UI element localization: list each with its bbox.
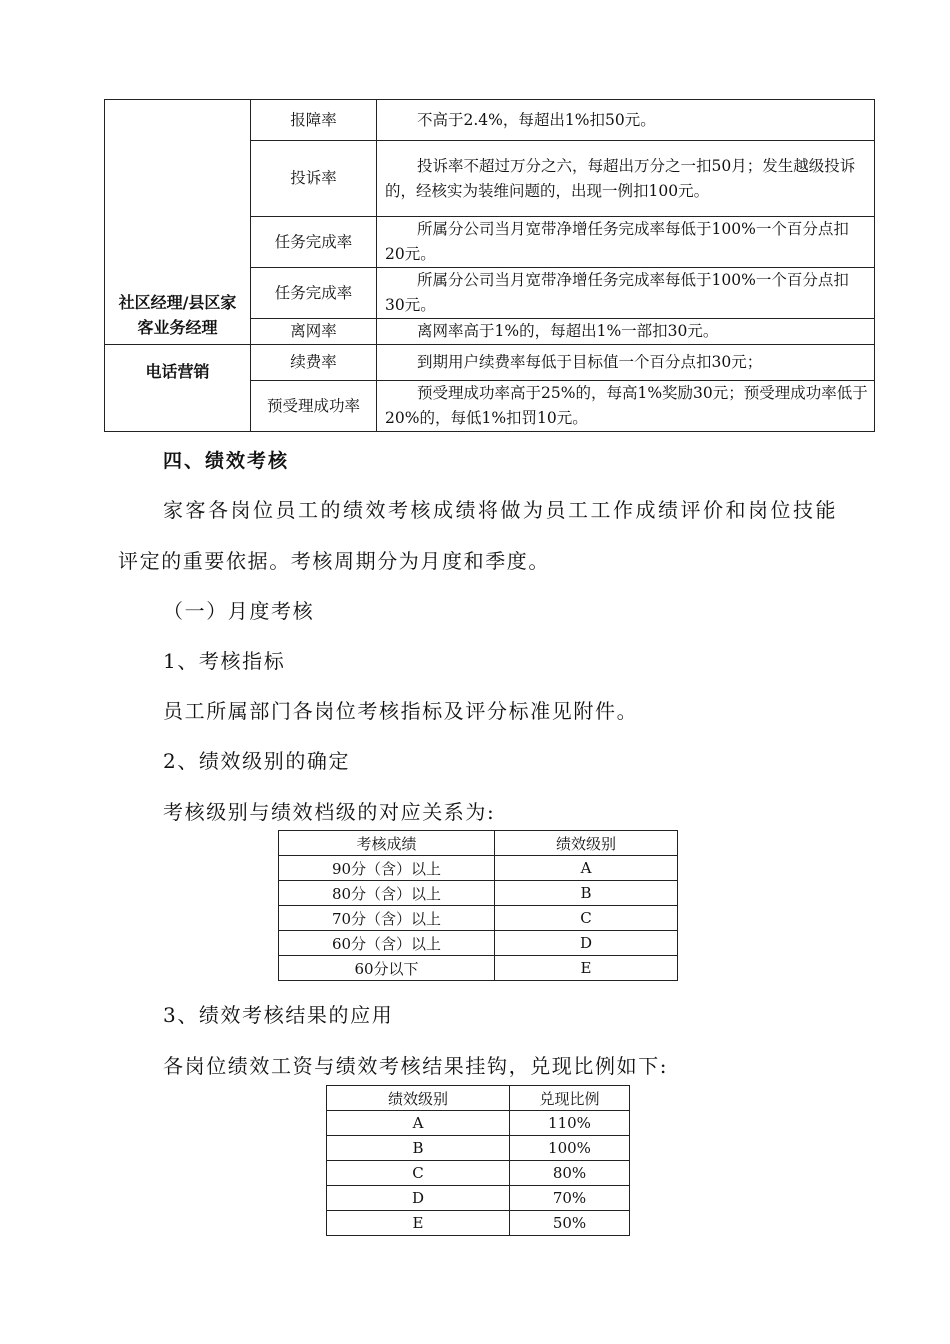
table-row xyxy=(279,956,678,981)
score-cell: 70分（含）以上 xyxy=(279,906,495,931)
ratio-cell: 70% xyxy=(510,1186,630,1211)
desc-cell: 到期用户续费率每低于目标值一个百分点扣30元； xyxy=(377,345,875,381)
table-row xyxy=(327,1186,630,1211)
table-row xyxy=(279,906,678,931)
table-row xyxy=(105,345,875,381)
role-cell-community-manager: 社区经理/县区家客业务经理 xyxy=(105,100,251,345)
column-header: 绩效级别 xyxy=(327,1086,510,1111)
item1-text: 员工所属部门各岗位考核指标及评分标准见附件。 xyxy=(163,699,639,723)
score-cell: 60分（含）以上 xyxy=(279,931,495,956)
table-header-row xyxy=(279,831,678,856)
grade-cell: C xyxy=(327,1161,510,1186)
desc-cell: 离网率高于1%的，每超出1%一部扣30元。 xyxy=(377,319,875,345)
desc-cell: 预受理成功率高于25%的，每高1%奖励30元；预受理成功率低于20%的，每低1%扣罚10元。 xyxy=(377,381,875,432)
metric-cell: 任务完成率 xyxy=(251,217,377,268)
grade-cell: A xyxy=(495,856,678,881)
metric-cell: 续费率 xyxy=(251,345,377,381)
column-header: 兑现比例 xyxy=(510,1086,630,1111)
table-row xyxy=(327,1111,630,1136)
grade-cell: D xyxy=(495,931,678,956)
desc-cell: 不高于2.4%，每超出1%扣50元。 xyxy=(377,100,875,141)
grade-cell: B xyxy=(495,881,678,906)
table-row xyxy=(279,856,678,881)
ratio-cell: 100% xyxy=(510,1136,630,1161)
metric-cell: 预受理成功率 xyxy=(251,381,377,432)
item3-title: 3、绩效考核结果的应用 xyxy=(163,1003,394,1027)
grade-cell: D xyxy=(327,1186,510,1211)
item2-title: 2、绩效级别的确定 xyxy=(163,749,351,773)
item1-title: 1、考核指标 xyxy=(163,649,286,673)
score-cell: 60分以下 xyxy=(279,956,495,981)
table-row xyxy=(105,100,875,141)
grade-cell: B xyxy=(327,1136,510,1161)
grade-cell: E xyxy=(327,1211,510,1236)
table-row xyxy=(327,1161,630,1186)
desc-cell: 所属分公司当月宽带净增任务完成率每低于100%一个百分点扣20元。 xyxy=(377,217,875,268)
section-heading: 四、绩效考核 xyxy=(163,450,290,472)
table-row xyxy=(279,881,678,906)
column-header: 考核成绩 xyxy=(279,831,495,856)
item2-text: 考核级别与绩效档级的对应关系为: xyxy=(163,800,496,824)
score-cell: 90分（含）以上 xyxy=(279,856,495,881)
ratio-cell: 80% xyxy=(510,1161,630,1186)
intro-line-2: 评定的重要依据。考核周期分为月度和季度。 xyxy=(118,549,550,573)
column-header: 绩效级别 xyxy=(495,831,678,856)
ratio-cell: 50% xyxy=(510,1211,630,1236)
item3-text: 各岗位绩效工资与绩效考核结果挂钩，兑现比例如下: xyxy=(163,1054,669,1078)
intro-line-1: 家客各岗位员工的绩效考核成绩将做为员工工作成绩评价和岗位技能 xyxy=(163,498,838,522)
ratio-cell: 110% xyxy=(510,1111,630,1136)
grade-cell: A xyxy=(327,1111,510,1136)
sub-heading: （一）月度考核 xyxy=(163,599,315,623)
metric-cell: 离网率 xyxy=(251,319,377,345)
grade-cell: C xyxy=(495,906,678,931)
table-row xyxy=(327,1211,630,1236)
payout-table xyxy=(326,1085,630,1236)
metric-cell: 报障率 xyxy=(251,100,377,141)
grade-cell: E xyxy=(495,956,678,981)
desc-cell: 所属分公司当月宽带净增任务完成率每低于100%一个百分点扣30元。 xyxy=(377,268,875,319)
grade-table xyxy=(278,830,678,981)
desc-cell: 投诉率不超过万分之六，每超出万分之一扣50月；发生越级投诉的，经核实为装维问题的，出现一例扣100元。 xyxy=(377,141,875,217)
table-row xyxy=(279,931,678,956)
score-cell: 80分（含）以上 xyxy=(279,881,495,906)
table-row xyxy=(327,1136,630,1161)
metric-cell: 任务完成率 xyxy=(251,268,377,319)
table-header-row xyxy=(327,1086,630,1111)
metric-cell: 投诉率 xyxy=(251,141,377,217)
kpi-table xyxy=(104,99,875,432)
role-cell-telemarketing: 电话营销 xyxy=(105,345,251,432)
